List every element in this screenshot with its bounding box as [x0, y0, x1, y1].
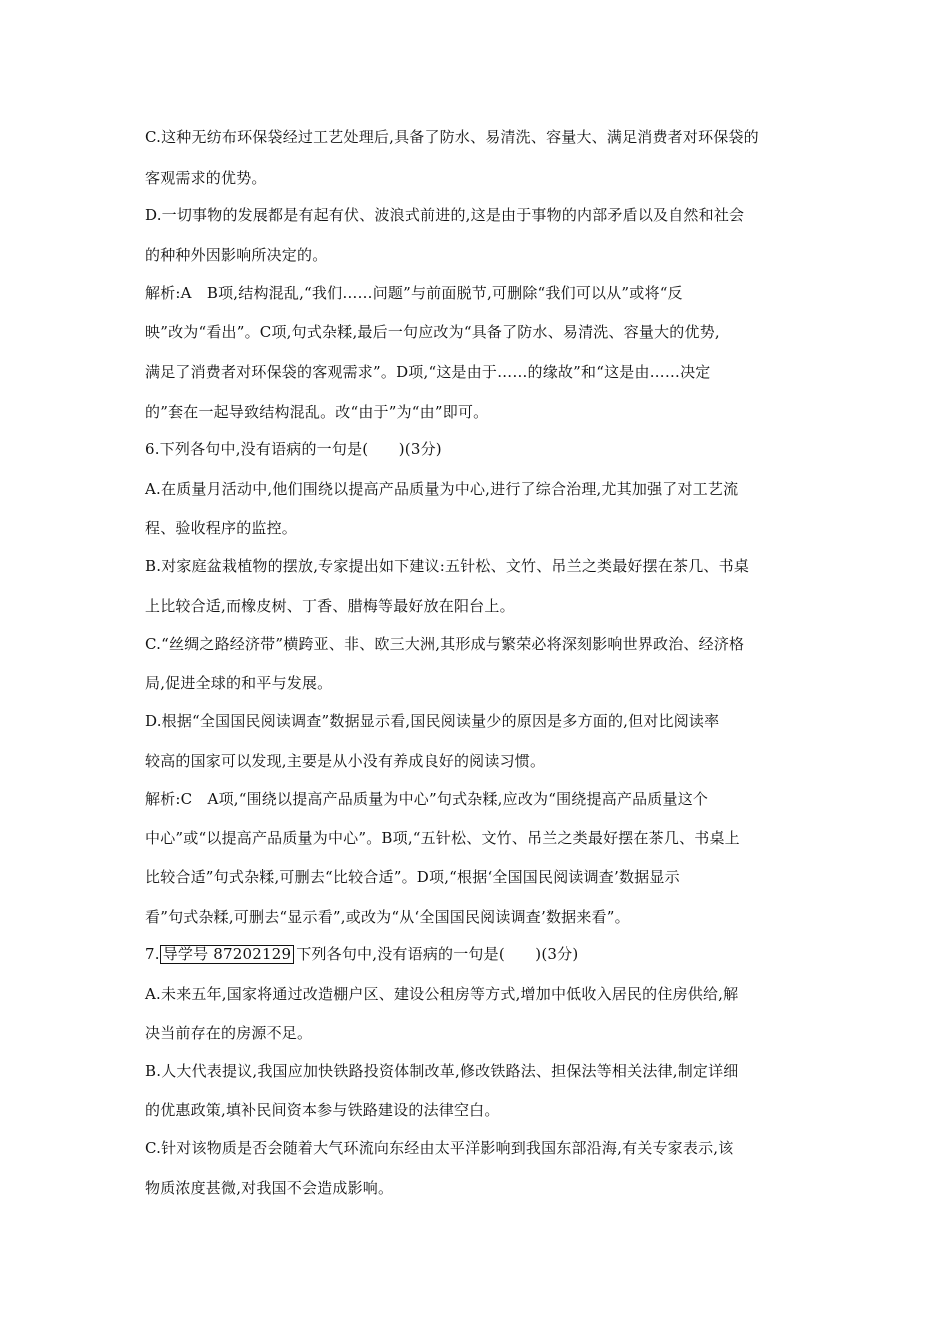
- option-b: B.人大代表提议,我国应加快铁路投资体制改革,修改铁路法、担保法等相关法律,制定详细: [145, 1062, 739, 1080]
- option-c-cont: 物质浓度甚微,对我国不会造成影响。: [145, 1179, 394, 1197]
- question-number: 7.: [145, 945, 160, 963]
- option-d-cont: 较高的国家可以发现,主要是从小没有养成良好的阅读习惯。: [145, 752, 546, 770]
- analysis-line: 满足了消费者对环保袋的客观需求”。D项,“这是由于……的缘故”和“这是由……决定: [145, 363, 711, 381]
- option-a-cont: 程、验收程序的监控。: [145, 519, 298, 537]
- option-c: C.“丝绸之路经济带”横跨亚、非、欧三大洲,其形成与繁荣必将深刻影响世界政治、经济格: [145, 635, 745, 653]
- analysis-line: 看”句式杂糅,可删去“显示看”,或改为“从‘全国国民阅读调查’数据来看”。: [145, 908, 630, 926]
- reference-number-box: 导学号 87202129: [160, 945, 295, 964]
- analysis-line: 中心”或“以提高产品质量为中心”。B项,“五针松、文竹、吊兰之类最好摆在茶几、书桌上: [145, 829, 740, 847]
- option-d: D.根据“全国国民阅读调查”数据显示看,国民阅读量少的原因是多方面的,但对比阅读率: [145, 712, 720, 730]
- option-c: C.针对该物质是否会随着大气环流向东经由太平洋影响到我国东部沿海,有关专家表示,该: [145, 1139, 734, 1157]
- option-b-cont: 上比较合适,而橡皮树、丁香、腊梅等最好放在阳台上。: [145, 597, 515, 615]
- option-b: B.对家庭盆栽植物的摆放,专家提出如下建议:五针松、文竹、吊兰之类最好摆在茶几、书桌: [145, 557, 750, 575]
- option-c-cont: 局,促进全球的和平与发展。: [145, 674, 333, 692]
- text-line: C.这种无纺布环保袋经过工艺处理后,具备了防水、易清洗、容量大、满足消费者对环保袋的: [145, 128, 759, 146]
- option-b-cont: 的优惠政策,填补民间资本参与铁路建设的法律空白。: [145, 1101, 500, 1119]
- question-text: 下列各句中,没有语病的一句是( )(3分): [296, 945, 579, 963]
- analysis-line: 解析:A B项,结构混乱,“我们……问题”与前面脱节,可删除“我们可以从”或将“反: [145, 284, 683, 302]
- question-7-stem: [145, 944, 578, 964]
- analysis-line: 的”套在一起导致结构混乱。改“由于”为“由”即可。: [145, 403, 489, 421]
- text-line: 的种种外因影响所决定的。: [145, 246, 328, 264]
- analysis-line: 解析:C A项,“围绕以提高产品质量为中心”句式杂糅,应改为“围绕提高产品质量这个: [145, 790, 709, 808]
- option-a: A.在质量月活动中,他们围绕以提高产品质量为中心,进行了综合治理,尤其加强了对工艺流: [145, 480, 739, 498]
- question-6-stem: 6.下列各句中,没有语病的一句是( )(3分): [145, 440, 442, 458]
- text-line: D.一切事物的发展都是有起有伏、波浪式前进的,这是由于事物的内部矛盾以及自然和社会: [145, 206, 745, 224]
- option-a: A.未来五年,国家将通过改造棚户区、建设公租房等方式,增加中低收入居民的住房供给,解: [145, 985, 739, 1003]
- analysis-line: 比较合适”句式杂糅,可删去“比较合适”。D项,“根据‘全国国民阅读调查’数据显示: [145, 868, 680, 886]
- analysis-line: 映”改为“看出”。C项,句式杂糅,最后一句应改为“具备了防水、易清洗、容量大的优势,: [145, 323, 720, 341]
- option-a-cont: 决当前存在的房源不足。: [145, 1024, 313, 1042]
- text-line: 客观需求的优势。: [145, 169, 267, 187]
